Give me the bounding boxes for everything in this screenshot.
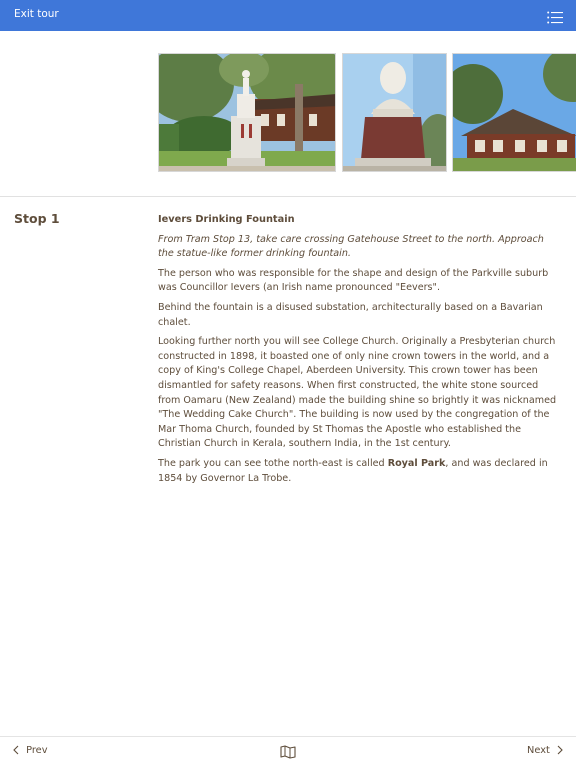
paragraph (158, 457, 562, 486)
bust-statue-photo[interactable] (342, 53, 447, 172)
list-icon[interactable] (547, 9, 563, 22)
bottom-nav (0, 736, 576, 768)
next-label: Next (527, 745, 550, 756)
paragraph: The person who was responsible for the shape and design of the Parkville suburb was Councillor Ievers (an Irish name pronounced "Eevers". (158, 267, 549, 294)
exit-tour-button[interactable]: Exit tour (14, 8, 59, 20)
paragraph: Behind the fountain is a disused substation, architecturally based on a Bavarian chalet. (158, 301, 543, 328)
stop-number: Stop 1 (14, 211, 60, 226)
stop-content (158, 213, 562, 491)
next-button[interactable] (527, 745, 564, 756)
map-icon[interactable] (280, 744, 296, 758)
paragraph-text: , and was declared in 1854 by Governor La Trobe. (158, 457, 548, 484)
paragraph-text: The park you can see tothe north-east is called (158, 457, 388, 469)
prev-button[interactable] (12, 745, 48, 756)
stop-title: Ievers Drinking Fountain (158, 214, 295, 225)
stop-directions: From Tram Stop 13, take care crossing Gatehouse Street to the north. Approach the statue-like former drinking fountain. (158, 233, 544, 260)
chevron-left-icon (12, 745, 20, 755)
chalet-building-photo[interactable] (452, 53, 576, 172)
top-bar (0, 0, 576, 31)
prev-label: Prev (26, 745, 48, 756)
chevron-right-icon (556, 745, 564, 755)
royal-park-emphasis: Royal Park (387, 457, 446, 469)
iron-fountain-photo[interactable] (158, 53, 336, 172)
paragraph: Looking further north you will see College Church. Originally a Presbyterian church constructed in 1898, it boasted one of only nine crown towers in the world, and a copy of King's College Chapel, Aberdeen University. This crown tower has been dismantled for safety reasons. When first constructed, the white stone sourced from Oamaru (New Zealand) made the building shine so brightly it was nicknamed "The Wedding Cake Church". The building is now used by the congregation of the Mar Thoma Church, founded by St Thomas the Apostle who established the Christian Church in Kerala, southern India, in the 1st century. (158, 336, 557, 450)
photo-gallery[interactable] (0, 31, 576, 197)
